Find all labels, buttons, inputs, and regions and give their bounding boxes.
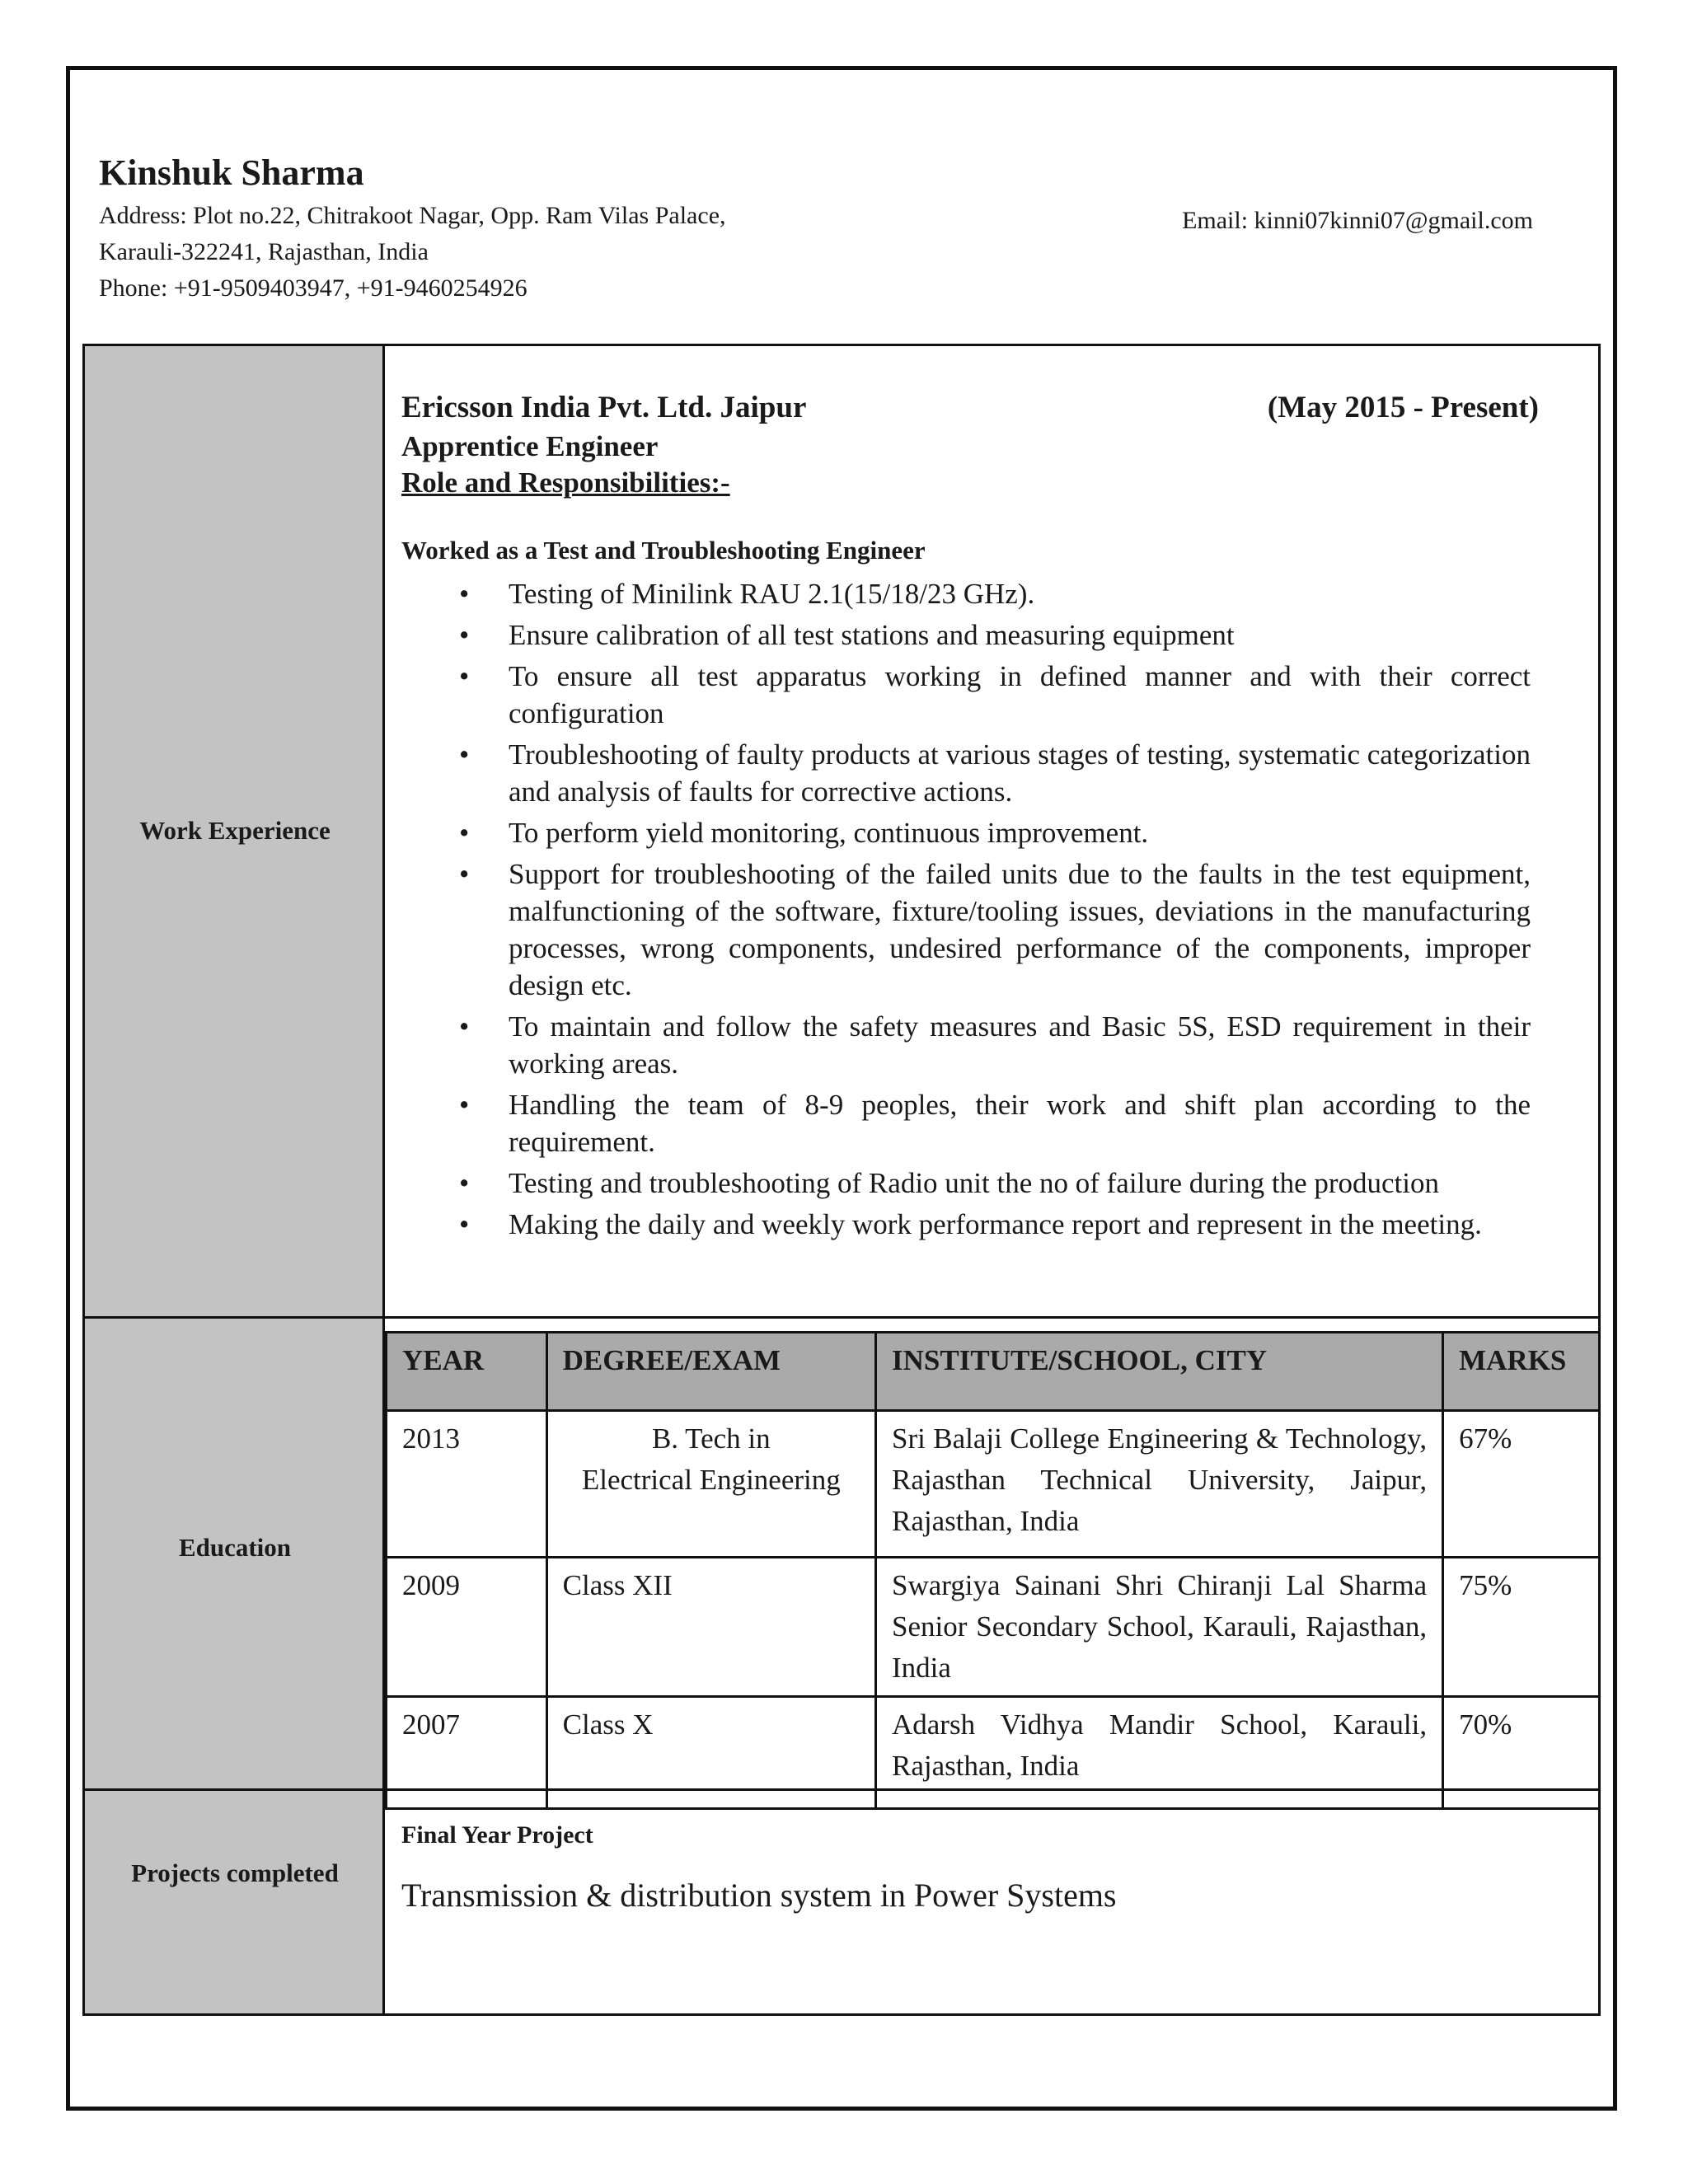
phone-line: Phone: +91-9509403947, +91-9460254926: [99, 274, 528, 302]
degree-line: Electrical Engineering: [581, 1464, 841, 1496]
column-header-marks: MARKS: [1443, 1333, 1600, 1411]
worked-as-line: Worked as a Test and Troubleshooting Engineer: [401, 536, 926, 565]
table-header-row: [387, 1333, 1600, 1411]
candidate-name: Kinshuk Sharma: [99, 152, 364, 193]
address-line-2: Karauli-322241, Rajasthan, India: [99, 238, 429, 265]
table-row: [387, 1411, 1600, 1558]
column-header-year: YEAR: [387, 1333, 547, 1411]
bullet-icon: •: [459, 619, 470, 651]
bullet-icon: •: [459, 817, 470, 849]
duties-list: [459, 575, 1531, 1247]
cell-marks: 67%: [1443, 1411, 1600, 1558]
cell-degree: [546, 1558, 875, 1697]
job-period: (May 2015 - Present): [1267, 391, 1539, 424]
responsibilities-heading: Role and Responsibilities:-: [401, 466, 730, 499]
cell-institute: Sri Balaji College Engineering & Technology, Rajasthan Technical University, Jaipur, Rajasthan, India: [876, 1411, 1443, 1558]
section-label-column: [85, 346, 385, 2013]
list-item: • Ensure calibration of all test stations and measuring equipment: [459, 616, 1531, 654]
job-header: [401, 387, 1539, 501]
bullet-icon: •: [459, 1167, 470, 1199]
cell-marks: 75%: [1443, 1558, 1600, 1697]
bullet-icon: •: [459, 660, 470, 692]
cell-institute: Adarsh Vidhya Mandir School, Karauli, Rajasthan, India: [876, 1697, 1443, 1809]
section-divider: [85, 1316, 1598, 1319]
bullet-icon: •: [459, 858, 470, 890]
bullet-icon: •: [459, 1010, 470, 1043]
address-line-1: Address: Plot no.22, Chitrakoot Nagar, Opp. Ram Vilas Palace,: [99, 202, 726, 229]
cell-year: 2007: [387, 1697, 547, 1809]
resume-header: [99, 148, 1533, 307]
list-item: • To ensure all test apparatus working in defined manner and with their correct configuration: [459, 658, 1531, 732]
project-description: Transmission & distribution system in Power Systems: [401, 1877, 1117, 1914]
table-row: [387, 1558, 1600, 1697]
table-row: [387, 1697, 1600, 1809]
email-line: Email: kinni07kinni07@gmail.com: [1182, 207, 1533, 234]
cell-year: 2013: [387, 1411, 547, 1558]
degree-line: B. Tech in: [651, 1422, 771, 1455]
bullet-icon: •: [459, 1089, 470, 1121]
list-item: • Testing and troubleshooting of Radio unit the no of failure during the production: [459, 1165, 1531, 1202]
list-item: • Making the daily and weekly work performance report and represent in the meeting.: [459, 1206, 1531, 1243]
bullet-icon: •: [459, 1208, 470, 1240]
column-header-degree: DEGREE/EXAM: [546, 1333, 875, 1411]
cell-institute: Swargiya Sainani Shri Chiranji Lal Sharma Senior Secondary School, Karauli, Rajasthan, India: [876, 1558, 1443, 1697]
education-table: [385, 1331, 1601, 1810]
column-header-institute: INSTITUTE/SCHOOL, CITY: [876, 1333, 1443, 1411]
project-title: Final Year Project: [401, 1821, 593, 1849]
list-item: • To perform yield monitoring, continuous improvement.: [459, 814, 1531, 851]
list-item: • Handling the team of 8-9 peoples, their work and shift plan according to the requirement.: [459, 1086, 1531, 1160]
section-label-work: Work Experience: [139, 816, 331, 845]
section-label-projects: Projects completed: [131, 1858, 339, 1887]
section-label-education: Education: [178, 1533, 292, 1562]
list-item: • Troubleshooting of faulty products at various stages of testing, systematic categorization and analysis of faults for corrective actions.: [459, 736, 1531, 810]
cell-marks: 70%: [1443, 1697, 1600, 1809]
cell-degree: [546, 1697, 875, 1809]
cell-degree: [546, 1411, 875, 1558]
list-item: • To maintain and follow the safety measures and Basic 5S, ESD requirement in their working areas.: [459, 1008, 1531, 1082]
degree-line: Class XII: [562, 1569, 673, 1601]
list-item: • Testing of Minilink RAU 2.1(15/18/23 GHz).: [459, 575, 1531, 612]
bullet-icon: •: [459, 738, 470, 771]
list-item: • Support for troubleshooting of the failed units due to the faults in the test equipment, malfunctioning of the software, fixture/tooling issues, deviations in the manufacturing processes, wrong components, undesired performance of the components, improper design etc.: [459, 855, 1531, 1004]
company-name: Ericsson India Pvt. Ltd. Jaipur: [401, 391, 807, 424]
cell-year: 2009: [387, 1558, 547, 1697]
bullet-icon: •: [459, 578, 470, 610]
resume-table: [82, 344, 1601, 2016]
job-role: Apprentice Engineer: [401, 430, 659, 462]
degree-line: Class X: [562, 1708, 654, 1741]
